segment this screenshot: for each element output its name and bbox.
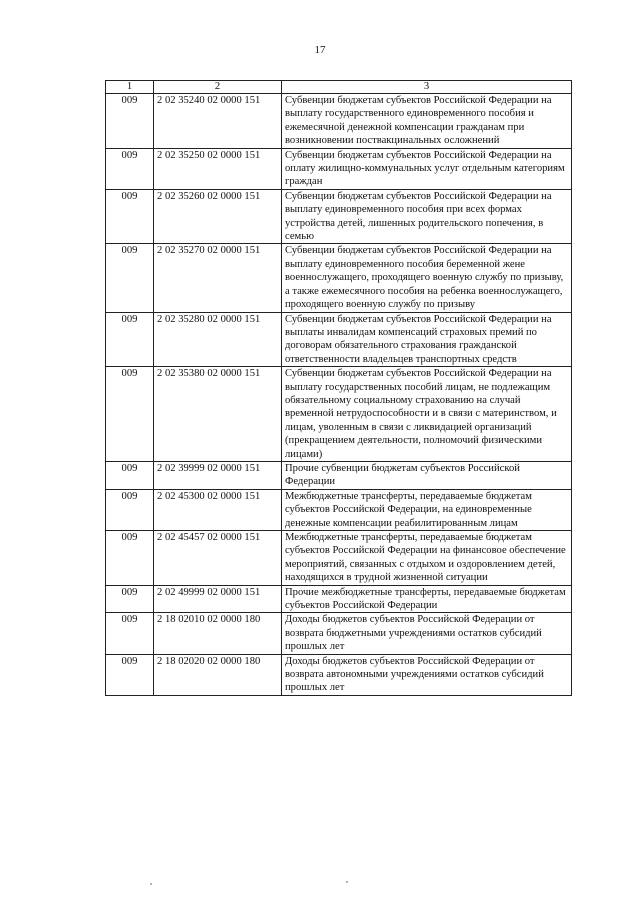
cell-admin-code: 009 (106, 531, 154, 586)
table-row (106, 244, 572, 312)
cell-revenue-name: Прочие межбюджетные трансферты, передаваемые бюджетам субъектов Российской Федерации (282, 585, 572, 613)
cell-budget-code: 2 02 45457 02 0000 151 (154, 531, 282, 586)
scan-speck (346, 881, 348, 883)
cell-revenue-name: Доходы бюджетов субъектов Российской Федерации от возврата автономными учреждениями остатков субсидий прошлых лет (282, 654, 572, 695)
cell-budget-code: 2 02 45300 02 0000 151 (154, 489, 282, 530)
table-row (106, 461, 572, 489)
table-row (106, 94, 572, 149)
table-row (106, 613, 572, 654)
header-col-3: 3 (282, 81, 572, 94)
cell-revenue-name: Субвенции бюджетам субъектов Российской Федерации на выплату государственных пособий лицам, не подлежащим обязательному социальному страхованию на случай временной нетрудоспособности и в связи с материнством, и лицам, уволенным в связи с ликвидацией организаций (прекращением деятельности, полномочий физическими лицами) (282, 367, 572, 462)
table-row (106, 148, 572, 189)
cell-revenue-name: Прочие субвенции бюджетам субъектов Российской Федерации (282, 461, 572, 489)
header-col-1: 1 (106, 81, 154, 94)
cell-budget-code: 2 02 35250 02 0000 151 (154, 148, 282, 189)
cell-revenue-name: Доходы бюджетов субъектов Российской Федерации от возврата бюджетными учреждениями остатков субсидий прошлых лет (282, 613, 572, 654)
table-row (106, 654, 572, 695)
table-body (106, 94, 572, 696)
scan-speck (150, 883, 152, 885)
cell-budget-code: 2 02 35240 02 0000 151 (154, 94, 282, 149)
table-row (106, 367, 572, 462)
cell-budget-code: 2 02 35380 02 0000 151 (154, 367, 282, 462)
cell-budget-code: 2 02 35260 02 0000 151 (154, 189, 282, 244)
cell-admin-code: 009 (106, 613, 154, 654)
cell-budget-code: 2 02 35270 02 0000 151 (154, 244, 282, 312)
cell-admin-code: 009 (106, 654, 154, 695)
cell-budget-code: 2 02 35280 02 0000 151 (154, 312, 282, 367)
cell-budget-code: 2 02 39999 02 0000 151 (154, 461, 282, 489)
table-row (106, 489, 572, 530)
cell-revenue-name: Межбюджетные трансферты, передаваемые бюджетам субъектов Российской Федерации на финансовое обеспечение мероприятий, связанных с отдыхом и оздоровлением детей, находящихся в трудной жизненной ситуации (282, 531, 572, 586)
cell-budget-code: 2 18 02010 02 0000 180 (154, 613, 282, 654)
cell-budget-code: 2 18 02020 02 0000 180 (154, 654, 282, 695)
cell-revenue-name: Субвенции бюджетам субъектов Российской Федерации на выплату единовременного пособия беременной жене военнослужащего, проходящего военную службу по призыву, а также ежемесячного пособия на ребенка военнослужащего, проходящего военную службу по призыву (282, 244, 572, 312)
cell-revenue-name: Субвенции бюджетам субъектов Российской Федерации на выплаты инвалидам компенсаций страховых премий по договорам обязательного страхования гражданской ответственности владельцев транспортных средств (282, 312, 572, 367)
cell-revenue-name: Субвенции бюджетам субъектов Российской Федерации на оплату жилищно-коммунальных услуг отдельным категориям граждан (282, 148, 572, 189)
table-row (106, 585, 572, 613)
cell-admin-code: 009 (106, 489, 154, 530)
cell-admin-code: 009 (106, 244, 154, 312)
table-row (106, 189, 572, 244)
cell-revenue-name: Субвенции бюджетам субъектов Российской Федерации на выплату единовременного пособия при всех формах устройства детей, лишенных родительского попечения, в семью (282, 189, 572, 244)
cell-admin-code: 009 (106, 461, 154, 489)
budget-classification-table (105, 80, 572, 696)
table-row (106, 312, 572, 367)
cell-revenue-name: Межбюджетные трансферты, передаваемые бюджетам субъектов Российской Федерации, на единовременные денежные компенсации реабилитированным лицам (282, 489, 572, 530)
table-header-row (106, 81, 572, 94)
cell-revenue-name: Субвенции бюджетам субъектов Российской Федерации на выплату государственного единовременного пособия и ежемесячной денежной компенсации гражданам при возникновении поствакцинальных осложнений (282, 94, 572, 149)
cell-admin-code: 009 (106, 148, 154, 189)
cell-admin-code: 009 (106, 312, 154, 367)
cell-admin-code: 009 (106, 189, 154, 244)
cell-budget-code: 2 02 49999 02 0000 151 (154, 585, 282, 613)
cell-admin-code: 009 (106, 94, 154, 149)
cell-admin-code: 009 (106, 585, 154, 613)
cell-admin-code: 009 (106, 367, 154, 462)
table-row (106, 531, 572, 586)
header-col-2: 2 (154, 81, 282, 94)
page-number: 17 (314, 44, 326, 56)
